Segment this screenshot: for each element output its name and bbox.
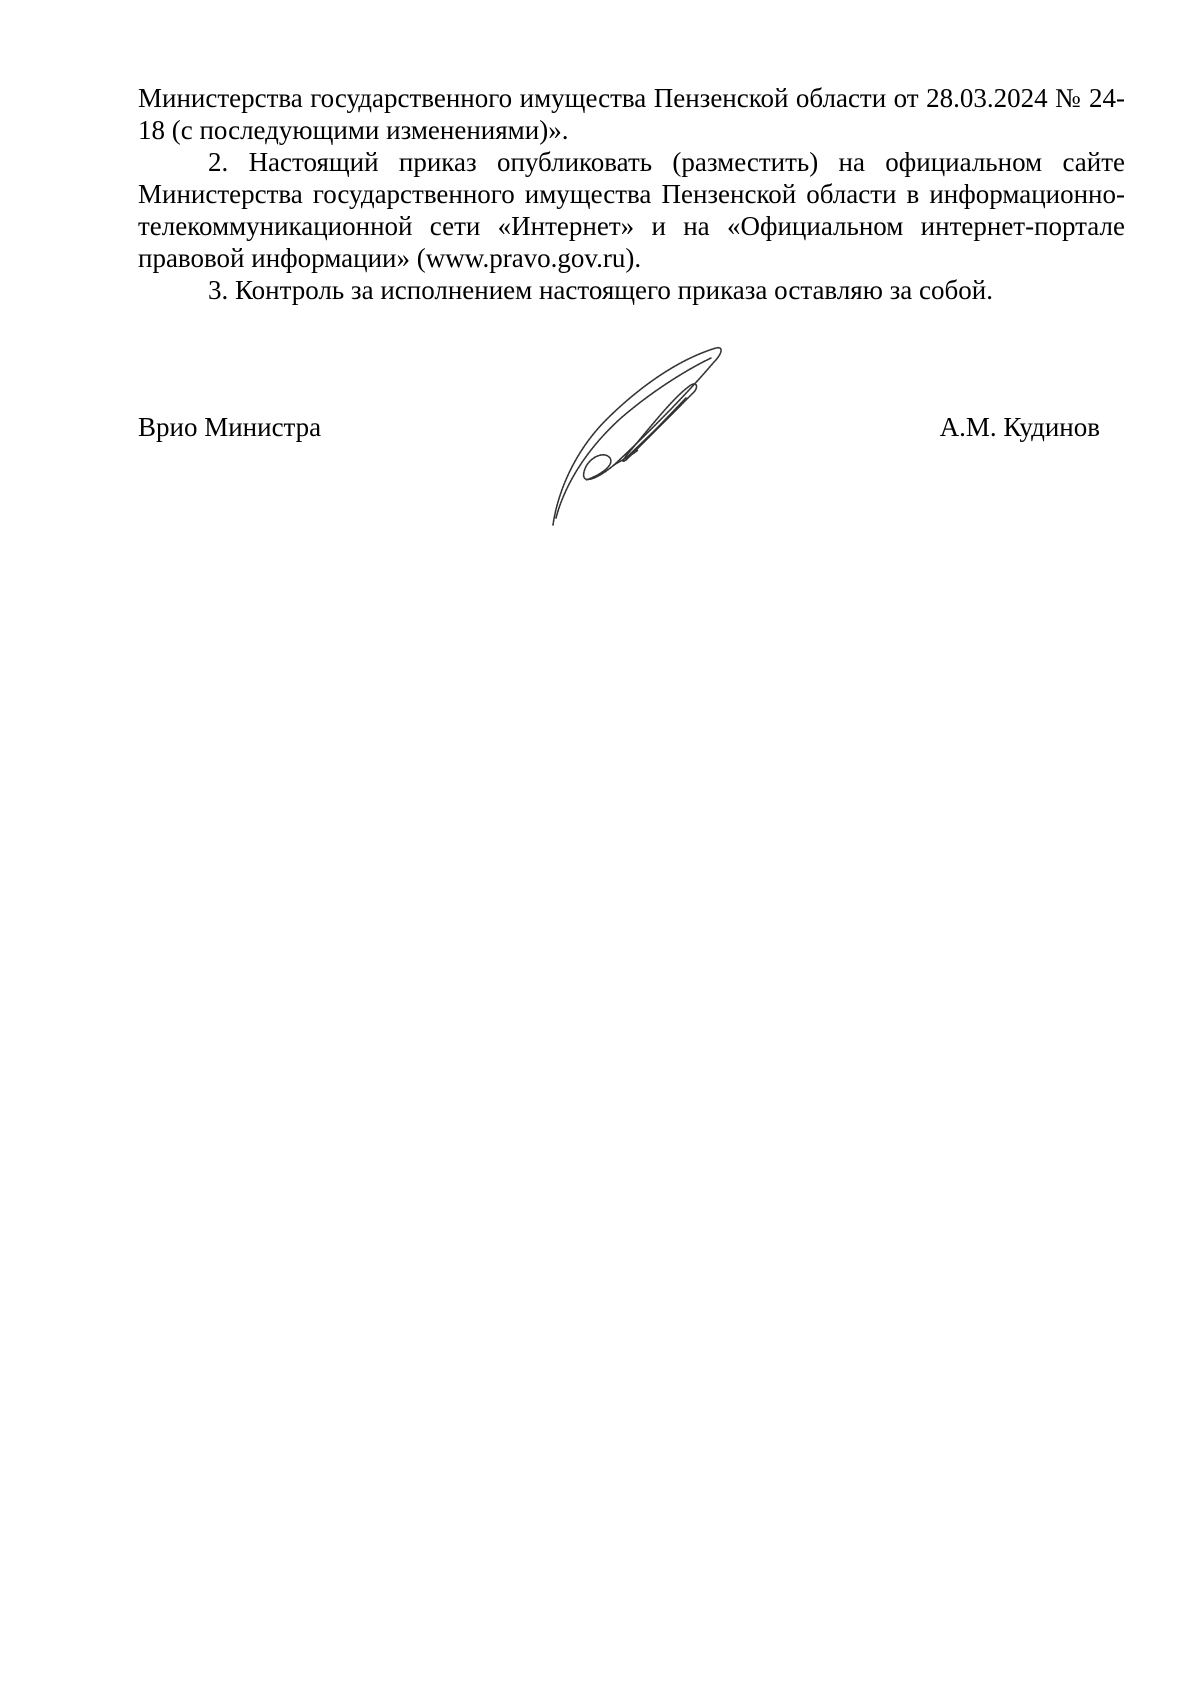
signatory-position: Врио Министра <box>138 412 322 442</box>
handwritten-signature-icon <box>536 340 736 530</box>
paragraph-control: 3. Контроль за исполнением настоящего приказа оставляю за собой. <box>208 275 993 305</box>
signatory-name: А.М. Кудинов <box>939 412 1100 442</box>
paragraph-continuation: Министерства государственного имущества Пензенской области от 28.03.2024 № 24-18 (с последующими изменениями)». <box>138 83 1125 145</box>
signature-block <box>0 0 1200 560</box>
paragraph-publication: 2. Настоящий приказ опубликовать (разместить) на официальном сайте Министерства государственного имущества Пензенской области в информационно-телекоммуникационной сети «Интернет» и на «Официальном интернет-портале правовой информации» (www.pravo.gov.ru). <box>138 147 1125 273</box>
